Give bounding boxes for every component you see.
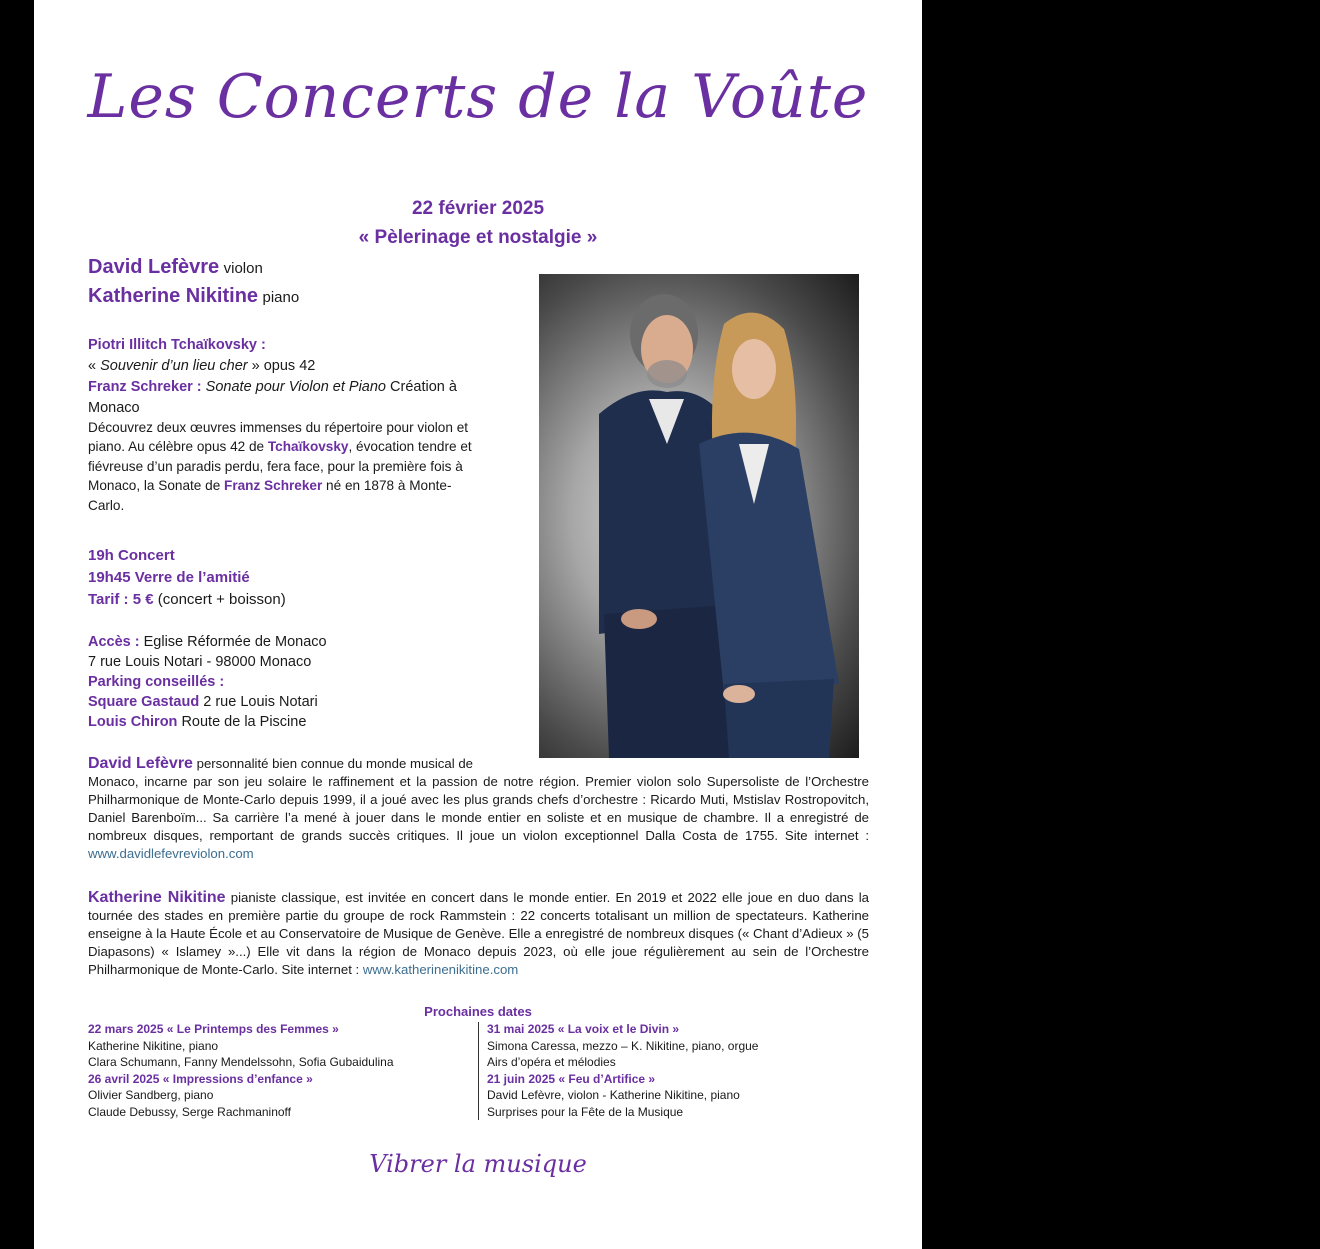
work-1: « Souvenir d’un lieu cher » opus 42 <box>88 358 316 374</box>
parking-2: Louis Chiron Route de la Piscine <box>88 714 307 730</box>
upcoming-left: 22 mars 2025 « Le Printemps des Femmes » Katherine Nikitine, piano Clara Schumann, Fanny Mendelssohn, Sofia Gubaidulina 26 avril 2025 « Impressions d’enfance » Olivier Sandberg, piano Claude Debussy, Serge Rachmaninoff <box>88 1021 473 1120</box>
bio-david-link[interactable]: www.davidlefevreviolon.com <box>88 846 254 861</box>
artists-photo-illustration <box>539 274 859 758</box>
venue-address: 7 rue Louis Notari - 98000 Monaco <box>88 654 312 670</box>
work-2-title: Sonate pour Violon et Piano <box>205 379 386 395</box>
drink-time: 19h45 Verre de l’amitié <box>88 569 250 586</box>
bio-katherine-link[interactable]: www.katherinenikitine.com <box>362 962 519 977</box>
concert-time: 19h Concert <box>88 547 175 564</box>
program-block <box>88 335 528 419</box>
footer-tagline: Vibrer la musique <box>369 1150 587 1178</box>
bio-david-name: David Lefèvre <box>88 755 193 772</box>
access-block: Accès : Eglise Réformée de Monaco 7 rue Louis Notari - 98000 Monaco Parking conseillés : Square Gastaud 2 rue Louis Notari Louis Chiron Route de la Piscine <box>88 634 327 730</box>
artist-2-name: Katherine Nikitine <box>88 285 259 307</box>
artist-1-name: David Lefèvre <box>88 256 220 278</box>
parking-label: Parking conseillés : <box>88 674 225 690</box>
work-2-note: Monaco <box>88 400 140 416</box>
upcoming-right: 31 mai 2025 « La voix et le Divin » Simona Caressa, mezzo – K. Nikitine, piano, orgue Airs d’opéra et mélodies 21 juin 2025 « Feu d’Artifice » David Lefèvre, violon - Katherine Nikitine, piano Surprises pour la Fête de la Musique <box>487 1021 872 1120</box>
artists-photo <box>539 274 859 758</box>
work-1-title: Souvenir d’un lieu cher <box>100 358 248 374</box>
upcoming-title: Prochaines dates <box>424 1004 532 1019</box>
upcoming-item-head: 22 mars 2025 « Le Printemps des Femmes » <box>88 1022 339 1036</box>
composer-2: Franz Schreker : <box>88 379 202 395</box>
upcoming-item-head: 26 avril 2025 « Impressions d’enfance » <box>88 1071 313 1086</box>
artist-2 <box>88 285 299 308</box>
artist-1 <box>88 256 263 279</box>
bio-david: David Lefèvre personnalité bien connue du monde musical de Monaco, incarne par son jeu solaire le raffinement et la passion de notre région. Premier violon solo Supersoliste de l’Orchestre Philharmonique de Monte-Carlo depuis 1999, il a joué avec les plus grands chefs d’orchestre : Ricardo Muti, Mstislav Rostropovitch, Daniel Barenboïm... Sa carrière l’a mené à jouer dans le monde entier en soliste et en musique de chambre. Il a enregistré de nombreux disques, remportant de grands succès critiques. Il joue un violon exceptionnel Dalla Costa de 1755. Site internet : www.davidlefevreviolon.com <box>88 755 869 861</box>
program-description: Découvrez deux œuvres immenses du répertoire pour violon et piano. Au célèbre opus 42 de Tchaïkovsky, évocation tendre et fiévreuse d’un paradis perdu, fera face, pour la première fois à Monaco, la Sonate de Franz Schreker né en 1878 à Monte- Carlo. <box>88 420 472 513</box>
upcoming-item-head: 21 juin 2025 « Feu d’Artifice » <box>487 1071 656 1086</box>
artist-2-instrument: piano <box>262 289 300 306</box>
page-title: Les Concerts de la Voûte <box>87 62 869 132</box>
artist-1-instrument: violon <box>223 260 263 277</box>
venue: Eglise Réformée de Monaco <box>143 634 327 650</box>
bio-david-text: Monaco, incarne par son jeu solaire le raffinement et la passion de notre région. Premier violon solo Supersoliste de l’Orchestre Philharmonique de Monte-Carlo depuis 1999, il a joué avec les plus grands chefs d’orchestre : Ricardo Muti, Mstislav Rostropovitch, Daniel Barenboïm... Sa carrière l’a mené à jouer dans le monde entier en soliste et en musique de chambre. Il a enregistré de nombreux disques, remportant de grands succès critiques. Il joue un violon exceptionnel Dalla Costa de 1755. Site internet : <box>88 774 869 843</box>
upcoming-item-head: 31 mai 2025 « La voix et le Divin » <box>487 1022 680 1036</box>
price: Tarif : 5 € (concert + boisson) <box>88 591 286 608</box>
bio-katherine <box>88 889 869 979</box>
schedule-block <box>88 545 286 611</box>
poster-page <box>34 0 922 1249</box>
bio-katherine-text: pianiste classique, est invitée en concert dans le monde entier. En 2019 et 2022 elle joue en duo dans la tournée des stades en première partie du groupe de rock Rammstein : 22 concerts totalisant un million de spectateurs. Katherine enseigne à la Haute École et au Conservatoire de Musique de Genève. Elle a enregistré de nombreux disques (« Chant d’Adieux » (5 Diapasons) « Islamey »...) Elle vit dans la région de Monaco depuis 2023, où elle joue régulièrement au sein de l’Orchestre Philharmonique de Monte-Carlo. Site internet : <box>88 890 870 977</box>
event-subtitle: « Pèlerinage et nostalgie » <box>358 227 598 248</box>
bio-katherine-name: Katherine Nikitine <box>88 889 226 906</box>
composer-1: Piotri Illitch Tchaïkovsky : <box>88 337 266 353</box>
work-2: Franz Schreker : Sonate pour Violon et Piano Création à <box>88 379 457 395</box>
parking-1: Square Gastaud 2 rue Louis Notari <box>88 694 318 710</box>
event-date: 22 février 2025 <box>411 198 545 219</box>
upcoming-divider <box>478 1022 479 1120</box>
